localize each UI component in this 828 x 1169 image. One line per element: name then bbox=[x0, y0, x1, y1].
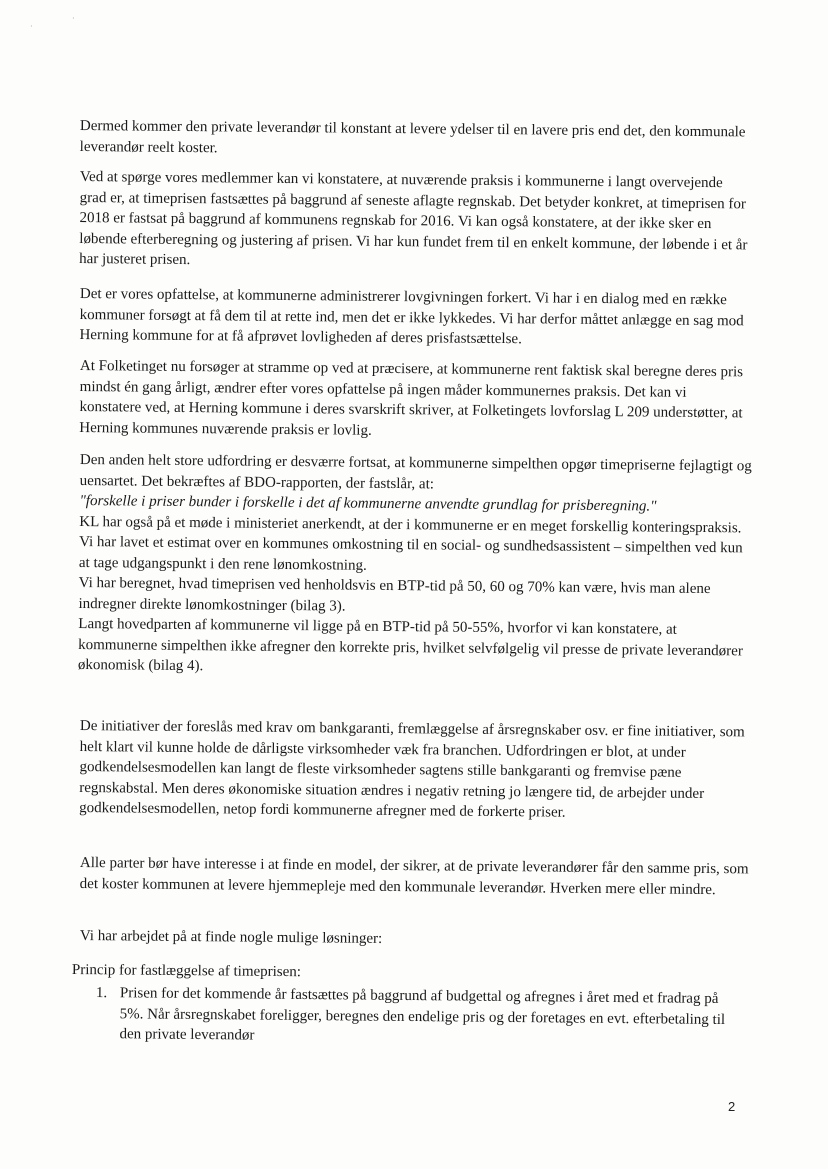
paragraph-6 bbox=[79, 716, 752, 825]
scan-artifact: · bbox=[30, 22, 33, 31]
paragraph-text: Dermed kommer den private leverandør til konstant at levere ydelser til en lavere pris end det, den kommunale leverandør reelt koster. bbox=[79, 117, 746, 156]
paragraph-text: Ved at spørge vores medlemmer kan vi konstatere, at nuværende praksis i kommunerne i langt overvejende grad er, at timeprisen fastsættes på baggrund af seneste aflagte regnskab. Det betyder konkret, at timeprisen for 2018 er fastsat på baggrund af kommunens regnskab for 2016. Vi kan også konstatere, at der ikke sker en løbende efterberegning og justering af prisen. Vi har kun fundet frem til en enkelt kommune, der løbende i et år har justeret prisen. bbox=[79, 168, 748, 269]
page-number: 2 bbox=[728, 1099, 736, 1114]
list-text: Prisen for det kommende år fastsættes på baggrund af budgettal og afregnes i året med et fradrag på 5%. Når årsregnskabet foreligger, beregnes den endelige pris og der foretages en evt. efterbetaling til den private leverandør bbox=[119, 985, 726, 1044]
paragraph-1 bbox=[80, 116, 752, 163]
paragraph-text: Vi har arbejdet på at finde nogle mulige løsninger: bbox=[79, 927, 383, 947]
paragraph-2 bbox=[79, 167, 752, 276]
paragraph-8 bbox=[80, 926, 752, 953]
paragraph-text: De initiativer der foreslås med krav om bankgaranti, fremlæggelse af årsregnskaber osv. er fine initiativer, som helt klart vil kunne holde de dårligste virksomheder væk fra branchen. Udfordringen er blot, at under godkendelsesmodellen kan langt de fleste virksomheder sagtens stille bankgaranti og fremvise pæne regnskabstal. Men deres økonomiske situation ændres i negativ retning jo længere tid, de arbejder under godkendelsesmodellen, netop fordi kommunerne afregner med de forkerte priser. bbox=[79, 717, 745, 821]
paragraph-3 bbox=[79, 284, 752, 352]
scan-artifact: · bbox=[72, 14, 75, 23]
paragraph-text: Den anden helt store udfordring er desværre fortsat, at kommunerne simpelthen opgør timepriserne fejlagtigt og uensartet. Det bekræftes af BDO-rapporten, der fastslår, at: bbox=[79, 451, 752, 492]
principle-title: Princip for fastlæggelse af timeprisen: bbox=[71, 961, 302, 981]
list-number: 1. bbox=[95, 984, 108, 1002]
paragraph-text: Langt hovedparten af kommunerne vil ligge på en BTP-tid på 50-55%, hvorfor vi kan konstatere, at kommunerne simpelthen ikke afregner den korrekte pris, hvilket selvfølgelig vil presse de private leverandører økonomisk (bilag 4). bbox=[77, 615, 743, 675]
paragraph-4 bbox=[79, 356, 752, 444]
bdo-quote: "forskelle i priser bunder i forskelle i det af kommunerne anvendte grundlag for prisberegning." bbox=[79, 492, 657, 515]
list-item bbox=[95, 983, 746, 1051]
paragraph-5 bbox=[78, 450, 752, 682]
paragraph-text: Vi har beregnet, hvad timeprisen ved henholdsvis en BTP-tid på 50, 60 og 70% kan være, hvis man alene indregner direkte lønomkostninger (bilag 3). bbox=[78, 574, 711, 615]
paragraph-text: Det er vores opfattelse, at kommunerne administrerer lovgivningen forkert. Vi har i en dialog med en række kommuner forsøgt at få dem til at rette ind, men det er ikke lykkedes. Vi har derfor måttet anlægge en sag mod Herning kommune for at få afprøvet lovligheden af deres prisfastsættelse. bbox=[79, 285, 744, 348]
paragraph-text: KL har også på et møde i ministeriet anerkendt, at der i kommunerne er en meget forskellig konteringspraksis. bbox=[79, 513, 742, 536]
paragraph-text: Vi har lavet et estimat over en kommunes omkostning til en social- og sundhedsassistent – simpelthen ved kun at tage udgangspunkt i den rene lønomkostning. bbox=[78, 533, 743, 574]
paragraph-text: At Folketinget nu forsøger at stramme op ved at præcisere, at kommunerne rent faktisk skal beregne deres pris mindst én gang årligt, ændrer efter vores opfattelse på ingen måder kommunernes praksis. Det kan vi konstatere ved, at Herning kommune i deres svarskrift skriver, at Folketingets lovforslag L 209 understøtter, at Herning kommunes nuværende praksis er lovlig. bbox=[79, 357, 744, 439]
paragraph-7 bbox=[80, 853, 752, 900]
paragraph-text: Alle parter bør have interesse i at finde en model, der sikrer, at de private leverandører får den samme pris, som det koster kommunen at levere hjemmepleje med den kommunale leverandør. Hverken mere eller mindre. bbox=[79, 854, 749, 898]
